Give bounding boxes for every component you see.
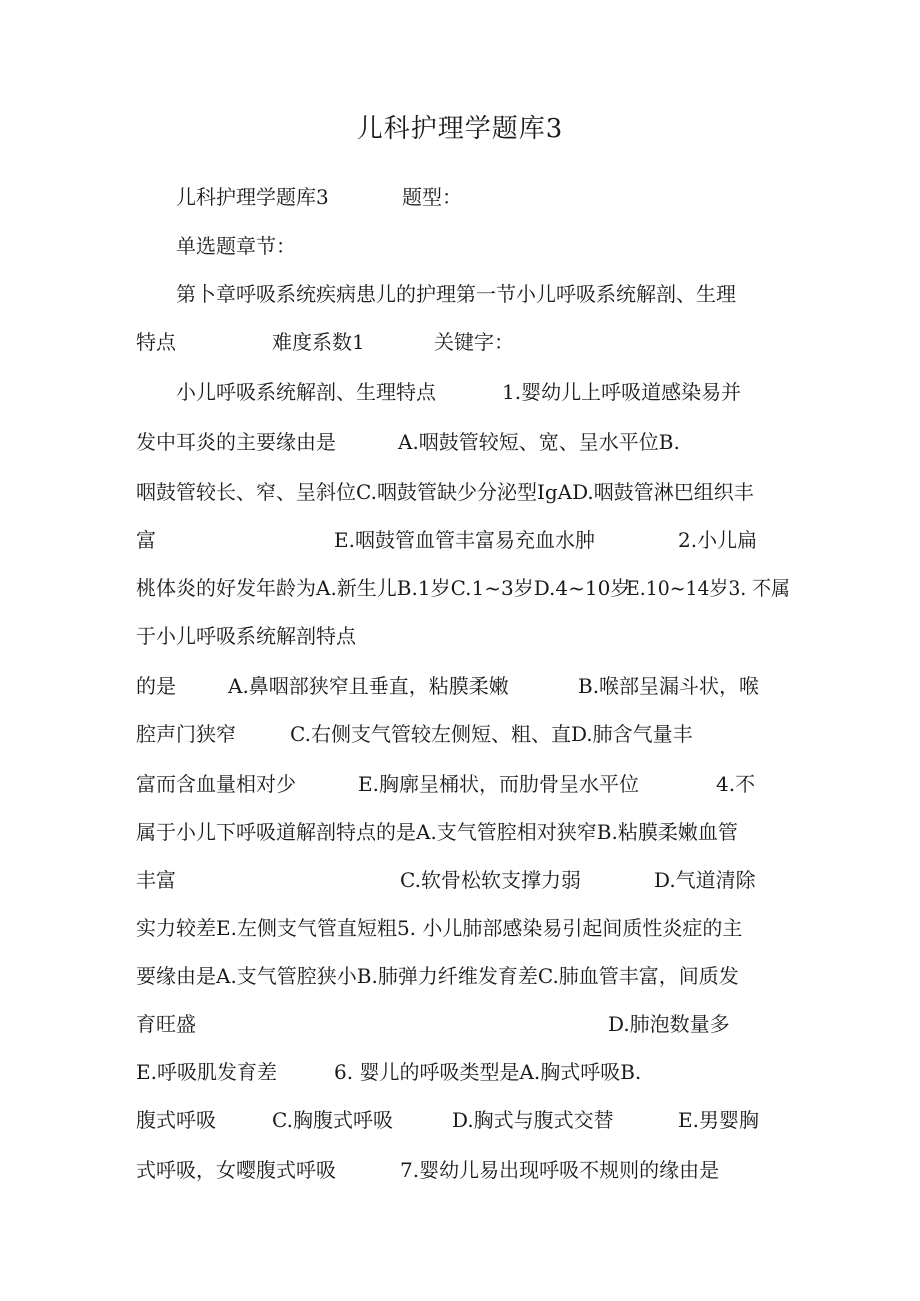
text-segment: D.胸式与腹式交替 xyxy=(452,1108,614,1132)
text-segment: D.肺泡数量多 xyxy=(608,1012,730,1036)
text-segment: 难度系数1 xyxy=(272,330,365,354)
text-segment: 的是 xyxy=(136,674,176,698)
text-segment: 于小儿呼吸系统解剖特点 xyxy=(136,624,356,648)
text-segment: 属于小儿下呼吸道解剖特点的是A.支气管腔相对狭窄B.粘膜柔嫩血管 xyxy=(136,820,738,844)
text-segment: 2.小儿扁 xyxy=(678,528,758,552)
text-segment: 育旺盛 xyxy=(136,1012,196,1036)
text-segment: C.右侧支气管较左侧短、粗、直D.肺含气量丰 xyxy=(290,722,693,746)
text-segment: E.10~14岁3. 不属 xyxy=(626,576,790,600)
text-segment: D.气道清除 xyxy=(654,868,756,892)
text-segment: 富 xyxy=(136,528,156,552)
text-segment: A.鼻咽部狭窄且垂直，粘膜柔嫩 xyxy=(228,674,509,698)
text-segment: 1.婴幼儿上呼吸道感染易并 xyxy=(502,380,742,404)
text-segment: 丰富 xyxy=(136,868,176,892)
text-segment: 关键字： xyxy=(434,330,514,354)
text-segment: B.喉部呈漏斗状，喉 xyxy=(578,674,760,698)
text-segment: 富而含血量相对少 xyxy=(136,772,296,796)
text-segment: 咽鼓管较长、窄、呈斜位C.咽鼓管缺少分泌型IgAD.咽鼓管淋巴组织丰 xyxy=(136,480,754,504)
text-segment: 腹式呼吸 xyxy=(136,1108,216,1132)
text-segment: 腔声门狭窄 xyxy=(136,722,236,746)
text-segment: E.胸廓呈桶状，而肋骨呈水平位 xyxy=(358,772,639,796)
document-title: 儿科护理学题库3 xyxy=(356,114,564,144)
text-segment: E.咽鼓管血管丰富易充血水肿 xyxy=(334,528,595,552)
text-segment: 4.不 xyxy=(716,772,756,796)
text-segment: 式呼吸，女嘤腹式呼吸 xyxy=(136,1158,336,1182)
text-segment: 第卜章呼吸系统疾病患儿的护理第一节小儿呼吸系统解剖、生理 xyxy=(176,282,736,306)
text-segment: 要缘由是A.支气管腔狭小B.肺弹力纤维发育差C.肺血管丰富，间质发 xyxy=(136,964,739,988)
text-segment: 题型： xyxy=(402,185,462,209)
text-segment: 桃体炎的好发年龄为A.新生儿B.1岁C.1~3岁D.4~10岁 xyxy=(136,576,631,600)
text-segment: E.男婴胸 xyxy=(678,1108,759,1132)
text-segment: 儿科护理学题库3 xyxy=(176,185,329,209)
text-segment: A.咽鼓管较短、宽、呈水平位B. xyxy=(398,430,680,454)
text-segment: 特点 xyxy=(136,330,176,354)
text-segment: 发中耳炎的主要缘由是 xyxy=(136,430,336,454)
text-segment: 实力较差E.左侧支气管直短粗5. 小儿肺部感染易引起间质性炎症的主 xyxy=(136,916,743,940)
text-segment: 6. 婴儿的呼吸类型是A.胸式呼吸B. xyxy=(334,1060,642,1084)
text-segment: C.软骨松软支撑力弱 xyxy=(400,868,581,892)
text-segment: C.胸腹式呼吸 xyxy=(272,1108,393,1132)
text-segment: 7.婴幼儿易出现呼吸不规则的缘由是 xyxy=(400,1158,720,1182)
text-segment: E.呼吸肌发育差 xyxy=(136,1060,277,1084)
text-segment: 小儿呼吸系统解剖、生理特点 xyxy=(176,380,436,404)
text-segment: 单选题章节： xyxy=(176,234,296,258)
